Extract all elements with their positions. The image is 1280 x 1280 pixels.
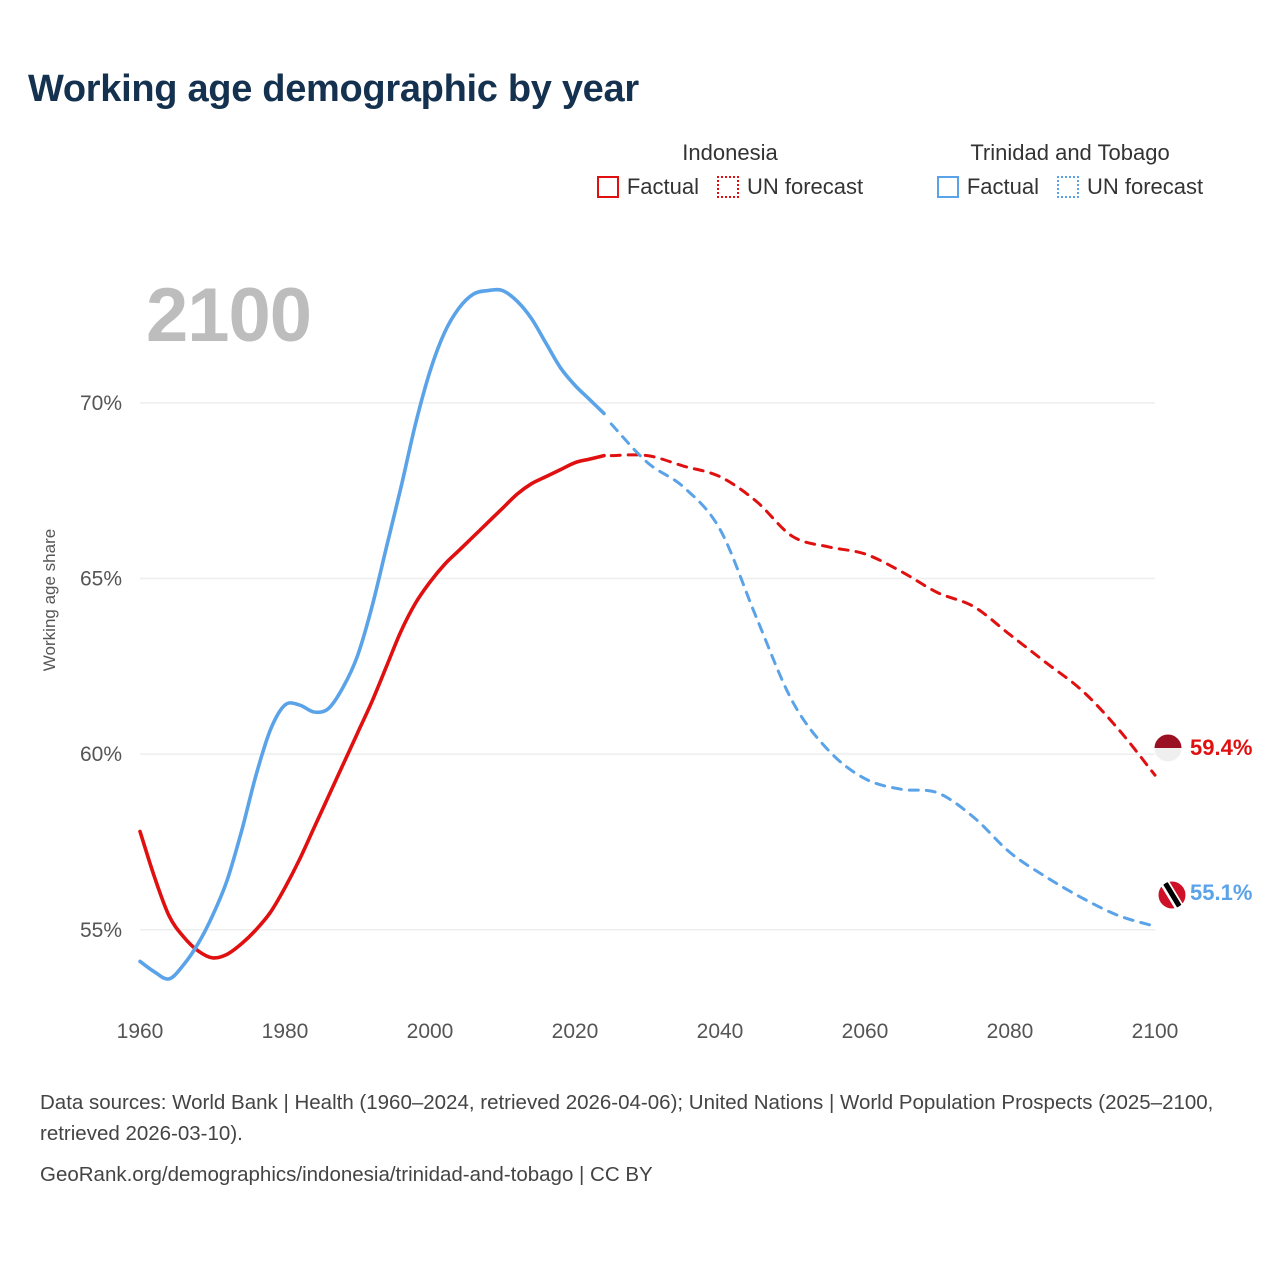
legend-item-label: Factual [966,174,1039,199]
footer-attribution: GeoRank.org/demographics/indonesia/trinidad-and-tobago | CC BY [40,1162,653,1186]
footer-data-sources: Data sources: World Bank | Health (1960–2024, retrieved 2026-04-06); United Nations | World Population Prospects (2025–2100, retrieved 2026-03-10). [40,1091,1214,1145]
x-tick-label: 2100 [1131,1020,1179,1043]
chart-series-lines [140,290,1155,979]
series-line-indonesia-dotted [611,455,1155,775]
chart-gridlines [140,403,1155,930]
big-year-watermark: 2100 [146,273,312,358]
y-tick-label: 60% [79,743,122,767]
x-tick-label: 2080 [986,1020,1034,1043]
y-tick-label: 55% [79,918,122,942]
series-line-trinidad-and-tobago-solid [140,290,604,979]
legend-item-label: Factual [626,174,699,199]
legend-series-name-indonesia: Indonesia [682,140,778,165]
series-line-indonesia-solid [140,456,604,958]
x-tick-label: 1960 [116,1020,164,1043]
y-tick-label: 70% [79,391,122,415]
chart-footer [40,1088,1240,1190]
page-title: Working age demographic by year [28,68,639,110]
end-label-trinidad: 55.1% [1190,880,1253,905]
series-line-trinidad-and-tobago-dotted [611,424,1155,926]
y-tick-label: 65% [79,567,122,591]
legend-item-label: UN forecast [747,174,864,199]
x-tick-label: 1980 [261,1020,309,1043]
chart-y-tick-labels [80,392,122,942]
x-tick-label: 2020 [551,1020,599,1043]
end-label-indonesia: 59.4% [1190,735,1253,760]
x-tick-label: 2060 [841,1020,889,1043]
y-axis-label-text: Working age share [40,528,59,672]
chart-x-tick-labels [117,1020,1179,1043]
legend-series-name-trinidad: Trinidad and Tobago [970,140,1170,165]
legend-item-label: UN forecast [1087,174,1204,199]
x-tick-label: 2040 [696,1020,744,1043]
x-tick-label: 2000 [406,1020,454,1043]
chart-end-markers [1154,734,1186,909]
